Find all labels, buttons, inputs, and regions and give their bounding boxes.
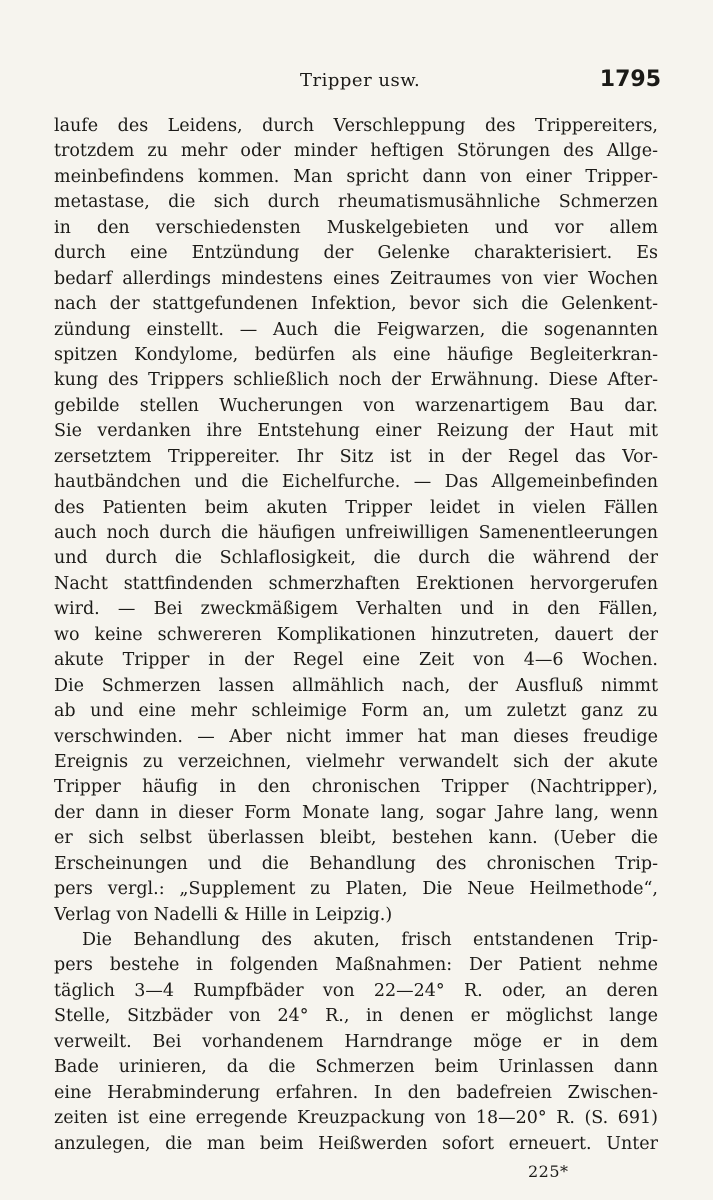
text-line: anzulegen, die man beim Heißwerden sofort erneuert. Unter bbox=[54, 1133, 658, 1154]
text-line: täglich 3—4 Rumpfbäder von 22—24° R. oder, an deren bbox=[54, 980, 658, 1001]
text-line: Sie verdanken ihre Entstehung einer Reizung der Haut mit bbox=[54, 421, 658, 442]
text-line: Ereignis zu verzeichnen, vielmehr verwandelt sich der akute bbox=[54, 751, 658, 772]
running-head bbox=[0, 67, 713, 100]
text-line: des Patienten beim akuten Tripper leidet in vielen Fällen bbox=[54, 497, 658, 518]
text-line: Tripper häufig in den chronischen Tripper (Nachtripper), bbox=[54, 777, 658, 798]
sheet-signature: 225* bbox=[528, 1162, 569, 1181]
page-number: 1795 bbox=[599, 67, 661, 92]
text-line: wo keine schwereren Komplikationen hinzutreten, dauert der bbox=[54, 624, 658, 645]
text-line: kung des Trippers schließlich noch der Erwähnung. Diese After- bbox=[54, 370, 658, 391]
text-line: zersetztem Trippereiter. Ihr Sitz ist in der Regel das Vor- bbox=[54, 446, 658, 467]
text-line: durch eine Entzündung der Gelenke charakterisiert. Es bbox=[54, 243, 658, 264]
text-line: nach der stattgefundenen Infektion, bevor sich die Gelenkent- bbox=[54, 294, 658, 315]
text-line: verschwinden. — Aber nicht immer hat man dieses freudige bbox=[54, 726, 658, 747]
text-line: verweilt. Bei vorhandenem Harndrange möge er in dem bbox=[54, 1031, 658, 1052]
text-line: in den verschiedensten Muskelgebieten und vor allem bbox=[54, 217, 658, 238]
text-line: pers bestehe in folgenden Maßnahmen: Der Patient nehme bbox=[54, 955, 658, 976]
text-line: bedarf allerdings mindestens eines Zeitraumes von vier Wochen bbox=[54, 268, 658, 289]
text-line: laufe des Leidens, durch Verschleppung des Trippereiters, bbox=[54, 116, 658, 136]
text-line: Verlag von Nadelli & Hille in Leipzig.) bbox=[54, 904, 393, 925]
text-line: Stelle, Sitzbäder von 24° R., in denen er möglichst lange bbox=[54, 1006, 658, 1027]
text-line: Die Schmerzen lassen allmählich nach, der Ausfluß nimmt bbox=[54, 675, 658, 696]
body-text bbox=[54, 114, 658, 1157]
text-line: meinbefindens kommen. Man spricht dann von einer Tripper- bbox=[54, 166, 658, 187]
text-line: eine Herabminderung erfahren. In den badefreien Zwischen- bbox=[54, 1082, 658, 1103]
text-line: spitzen Kondylome, bedürfen als eine häufige Begleiterkran- bbox=[54, 344, 658, 365]
text-line: hautbändchen und die Eichelfurche. — Das Allgemeinbefinden bbox=[54, 472, 658, 493]
text-line: Die Behandlung des akuten, frisch entstandenen Trip- bbox=[82, 930, 658, 950]
text-line: pers vergl.: „Supplement zu Platen, Die Neue Heilmethode“, bbox=[54, 879, 658, 900]
text-line: metastase, die sich durch rheumatismusähnliche Schmerzen bbox=[54, 192, 658, 213]
text-line: gebilde stellen Wucherungen von warzenartigem Bau dar. bbox=[54, 395, 658, 416]
text-line: der dann in dieser Form Monate lang, sogar Jahre lang, wenn bbox=[54, 802, 658, 823]
text-line: wird. — Bei zweckmäßigem Verhalten und in den Fällen, bbox=[54, 599, 658, 620]
text-line: zündung einstellt. — Auch die Feigwarzen, die sogenannten bbox=[54, 319, 658, 340]
text-line: Bade urinieren, da die Schmerzen beim Urinlassen dann bbox=[54, 1057, 658, 1078]
text-line: und durch die Schlaflosigkeit, die durch die während der bbox=[54, 548, 658, 569]
text-line: ab und eine mehr schleimige Form an, um zuletzt ganz zu bbox=[54, 701, 658, 722]
running-title: Tripper usw. bbox=[300, 70, 421, 91]
text-line: Erscheinungen und die Behandlung des chronischen Trip- bbox=[54, 853, 658, 874]
text-line: trotzdem zu mehr oder minder heftigen Störungen des Allge- bbox=[54, 141, 658, 162]
text-line: akute Tripper in der Regel eine Zeit von 4—6 Wochen. bbox=[54, 650, 658, 671]
text-line: Nacht stattfindenden schmerzhaften Erektionen hervorgerufen bbox=[54, 573, 658, 594]
text-line: auch noch durch die häufigen unfreiwilligen Samenentleerungen bbox=[54, 523, 658, 543]
text-line: er sich selbst überlassen bleibt, bestehen kann. (Ueber die bbox=[54, 828, 658, 849]
text-line: zeiten ist eine erregende Kreuzpackung von 18—20° R. (S. 691) bbox=[54, 1108, 658, 1129]
